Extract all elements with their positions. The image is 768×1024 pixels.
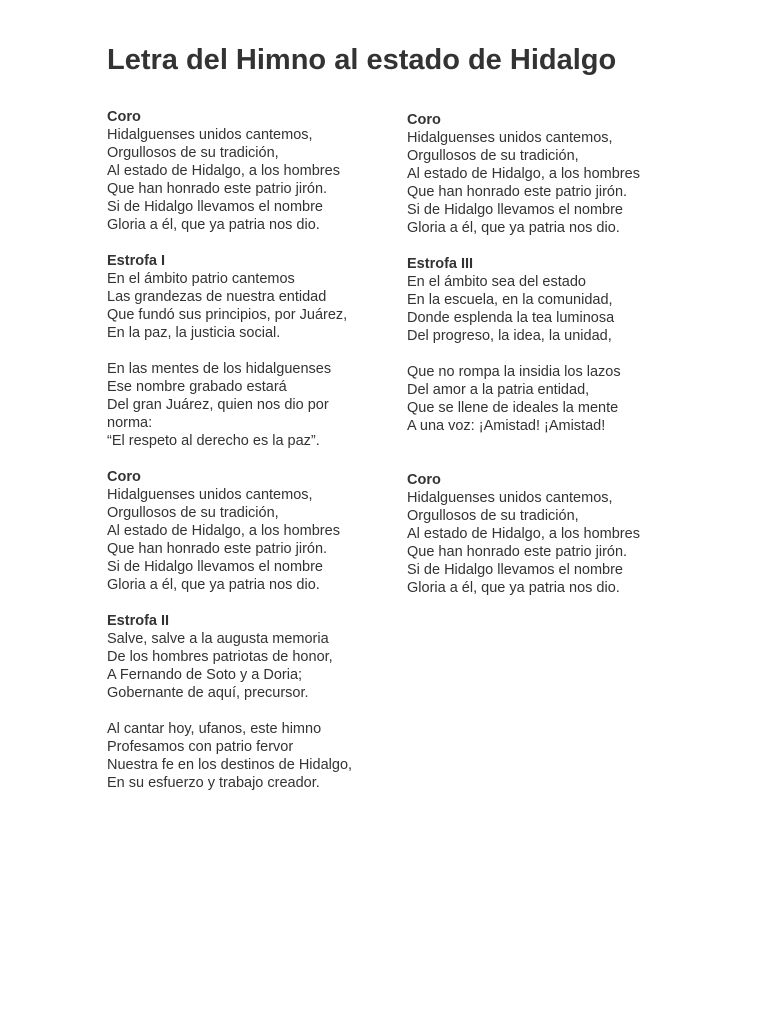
verse-line: Gloria a él, que ya patria nos dio. xyxy=(407,580,620,596)
verse-line: norma: xyxy=(107,415,153,431)
verse-line: En las mentes de los hidalguenses xyxy=(107,361,332,377)
verse-line: Gloria a él, que ya patria nos dio. xyxy=(407,220,620,236)
verse-line: “El respeto al derecho es la paz”. xyxy=(107,433,320,449)
coro-block-1 xyxy=(107,108,407,234)
verse-line: Que han honrado este patrio jirón. xyxy=(107,181,328,197)
verse-line: En la escuela, en la comunidad, xyxy=(407,292,613,308)
verse-line: Al estado de Hidalgo, a los hombres xyxy=(407,166,640,182)
verse-line: Ese nombre grabado estará xyxy=(107,379,287,395)
page-title: Letra del Himno al estado de Hidalgo xyxy=(107,44,617,76)
verse-line: Del progreso, la idea, la unidad, xyxy=(407,328,612,344)
verse-line: Hidalguenses unidos cantemos, xyxy=(407,490,613,506)
verse-line: En su esfuerzo y trabajo creador. xyxy=(107,775,320,791)
verse-line: Si de Hidalgo llevamos el nombre xyxy=(107,199,323,215)
verse-line: Que no rompa la insidia los lazos xyxy=(407,364,621,380)
verse-line: A Fernando de Soto y a Doria; xyxy=(107,667,303,683)
verse-line: Al estado de Hidalgo, a los hombres xyxy=(407,526,640,542)
coro-heading: Coro xyxy=(407,472,441,488)
coro-heading: Coro xyxy=(107,469,141,485)
verse-line: En la paz, la justicia social. xyxy=(107,325,281,341)
estrofa-heading: Estrofa III xyxy=(407,256,474,272)
verse-line: Del gran Juárez, quien nos dio por xyxy=(107,397,329,413)
verse-line: A una voz: ¡Amistad! ¡Amistad! xyxy=(407,418,606,434)
verse-line: Donde esplenda la tea luminosa xyxy=(407,310,615,326)
coro-heading: Coro xyxy=(107,109,141,125)
verse-line: Que fundó sus principios, por Juárez, xyxy=(107,307,348,323)
coro-block-2 xyxy=(107,468,407,594)
left-column xyxy=(107,108,407,792)
verse-line: De los hombres patriotas de honor, xyxy=(107,649,333,665)
estrofa-heading: Estrofa II xyxy=(107,613,170,629)
verse-line: Gloria a él, que ya patria nos dio. xyxy=(107,217,320,233)
verse-line: Si de Hidalgo llevamos el nombre xyxy=(407,562,623,578)
verse-line: Hidalguenses unidos cantemos, xyxy=(407,130,613,146)
right-column xyxy=(407,111,707,597)
verse-line: En el ámbito sea del estado xyxy=(407,274,586,290)
verse-line: Orgullosos de su tradición, xyxy=(107,505,279,521)
verse-line: Que han honrado este patrio jirón. xyxy=(107,541,328,557)
estrofa-2-block xyxy=(107,612,407,792)
verse-line: Orgullosos de su tradición, xyxy=(407,148,579,164)
verse-line: Gloria a él, que ya patria nos dio. xyxy=(107,577,320,593)
verse-line: Al estado de Hidalgo, a los hombres xyxy=(107,523,340,539)
verse-line: Hidalguenses unidos cantemos, xyxy=(107,127,313,143)
estrofa-1-block xyxy=(107,252,407,450)
verse-line: Que se llene de ideales la mente xyxy=(407,400,619,416)
verse-line: Que han honrado este patrio jirón. xyxy=(407,544,628,560)
verse-line: Salve, salve a la augusta memoria xyxy=(107,631,329,647)
verse-line: Al estado de Hidalgo, a los hombres xyxy=(107,163,340,179)
verse-line: Orgullosos de su tradición, xyxy=(407,508,579,524)
verse-line: Gobernante de aquí, precursor. xyxy=(107,685,309,701)
coro-block-1 xyxy=(407,111,707,237)
estrofa-3-block xyxy=(407,255,707,435)
verse-line: Si de Hidalgo llevamos el nombre xyxy=(107,559,323,575)
verse-line: En el ámbito patrio cantemos xyxy=(107,271,295,287)
verse-line: Profesamos con patrio fervor xyxy=(107,739,294,755)
verse-line: Nuestra fe en los destinos de Hidalgo, xyxy=(107,757,353,773)
verse-line: Del amor a la patria entidad, xyxy=(407,382,590,398)
verse-line: Orgullosos de su tradición, xyxy=(107,145,279,161)
verse-line: Las grandezas de nuestra entidad xyxy=(107,289,327,305)
verse-line: Que han honrado este patrio jirón. xyxy=(407,184,628,200)
verse-line: Si de Hidalgo llevamos el nombre xyxy=(407,202,623,218)
verse-line: Al cantar hoy, ufanos, este himno xyxy=(107,721,322,737)
coro-block-2 xyxy=(407,471,707,597)
coro-heading: Coro xyxy=(407,112,441,128)
verse-line: Hidalguenses unidos cantemos, xyxy=(107,487,313,503)
estrofa-heading: Estrofa I xyxy=(107,253,166,269)
